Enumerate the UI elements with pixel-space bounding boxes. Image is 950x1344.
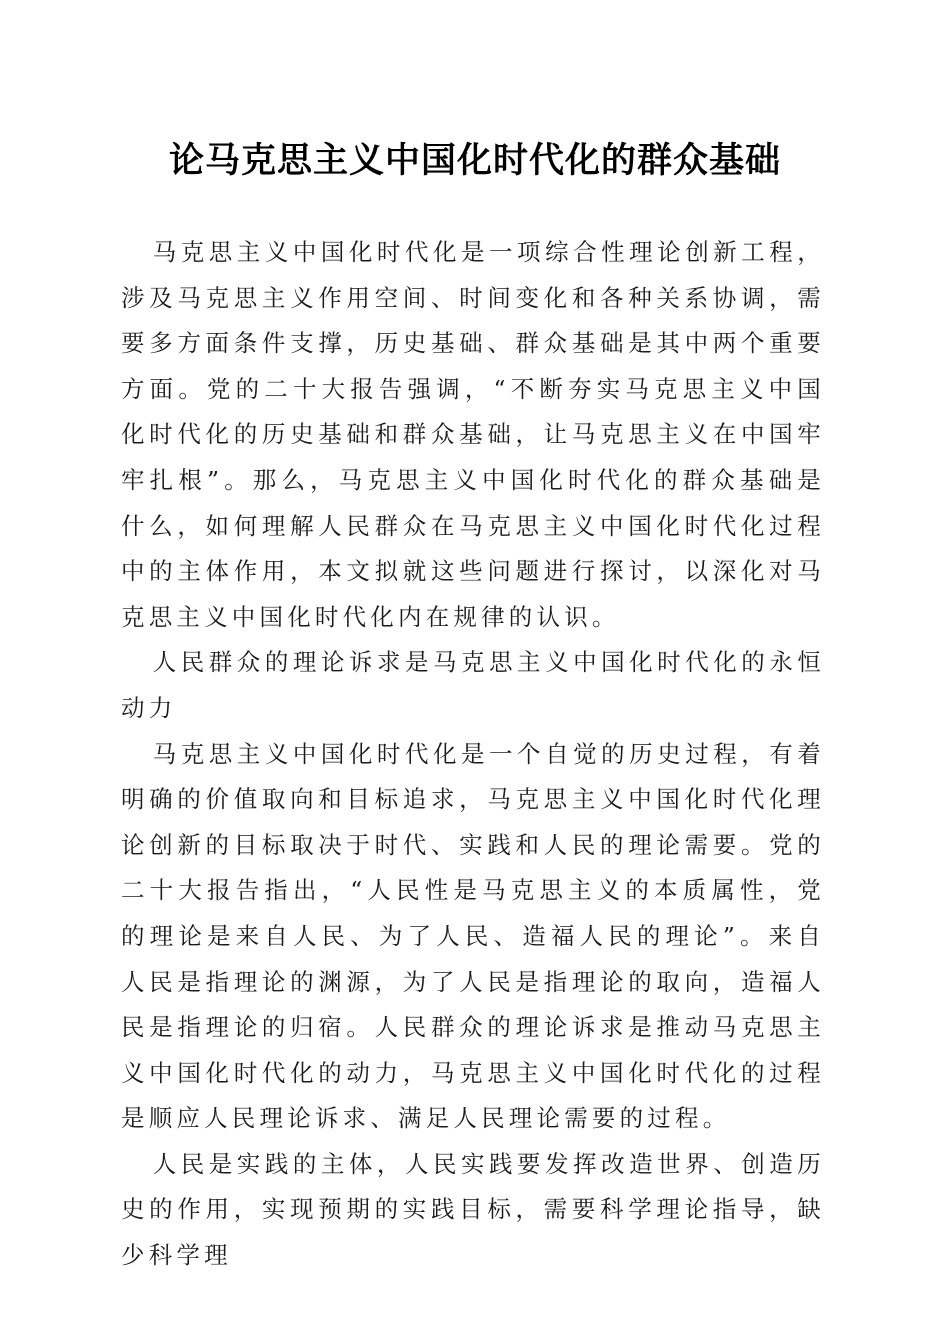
paragraph-section-2: 人民是实践的主体，人民实践要发挥改造世界、创造历史的作用，实现预期的实践目标，需要科学理论指导，缺少科学理 xyxy=(121,1149,825,1270)
paragraph-intro: 马克思主义中国化时代化是一项综合性理论创新工程，涉及马克思主义作用空间、时间变化和各种关系协调，需要多方面条件支撑，历史基础、群众基础是其中两个重要方面。党的二十大报告强调，“不断夯实马克思主义中国化时代化的历史基础和群众基础，让马克思主义在中国牢牢扎根”。那么，马克思主义中国化时代化的群众基础是什么，如何理解人民群众在马克思主义中国化时代化过程中的主体作用，本文拟就这些问题进行探讨，以深化对马克思主义中国化时代化内在规律的认识。 xyxy=(121,238,825,631)
paragraph-section-1: 马克思主义中国化时代化是一个自觉的历史过程，有着明确的价值取向和目标追求，马克思主义中国化时代化理论创新的目标取决于时代、实践和人民的理论需要。党的二十大报告指出，“人民性是马克思主义的本质属性，党的理论是来自人民、为了人民、造福人民的理论”。来自人民是指理论的渊源，为了人民是指理论的取向，造福人民是指理论的归宿。人民群众的理论诉求是推动马克思主义中国化时代化的动力，马克思主义中国化时代化的过程是顺应人民理论诉求、满足人民理论需要的过程。 xyxy=(121,739,825,1133)
section-heading: 人民群众的理论诉求是马克思主义中国化时代化的永恒动力 xyxy=(121,648,825,722)
document-body xyxy=(121,230,825,1279)
document-title: 论马克思主义中国化时代化的群众基础 xyxy=(168,140,781,181)
